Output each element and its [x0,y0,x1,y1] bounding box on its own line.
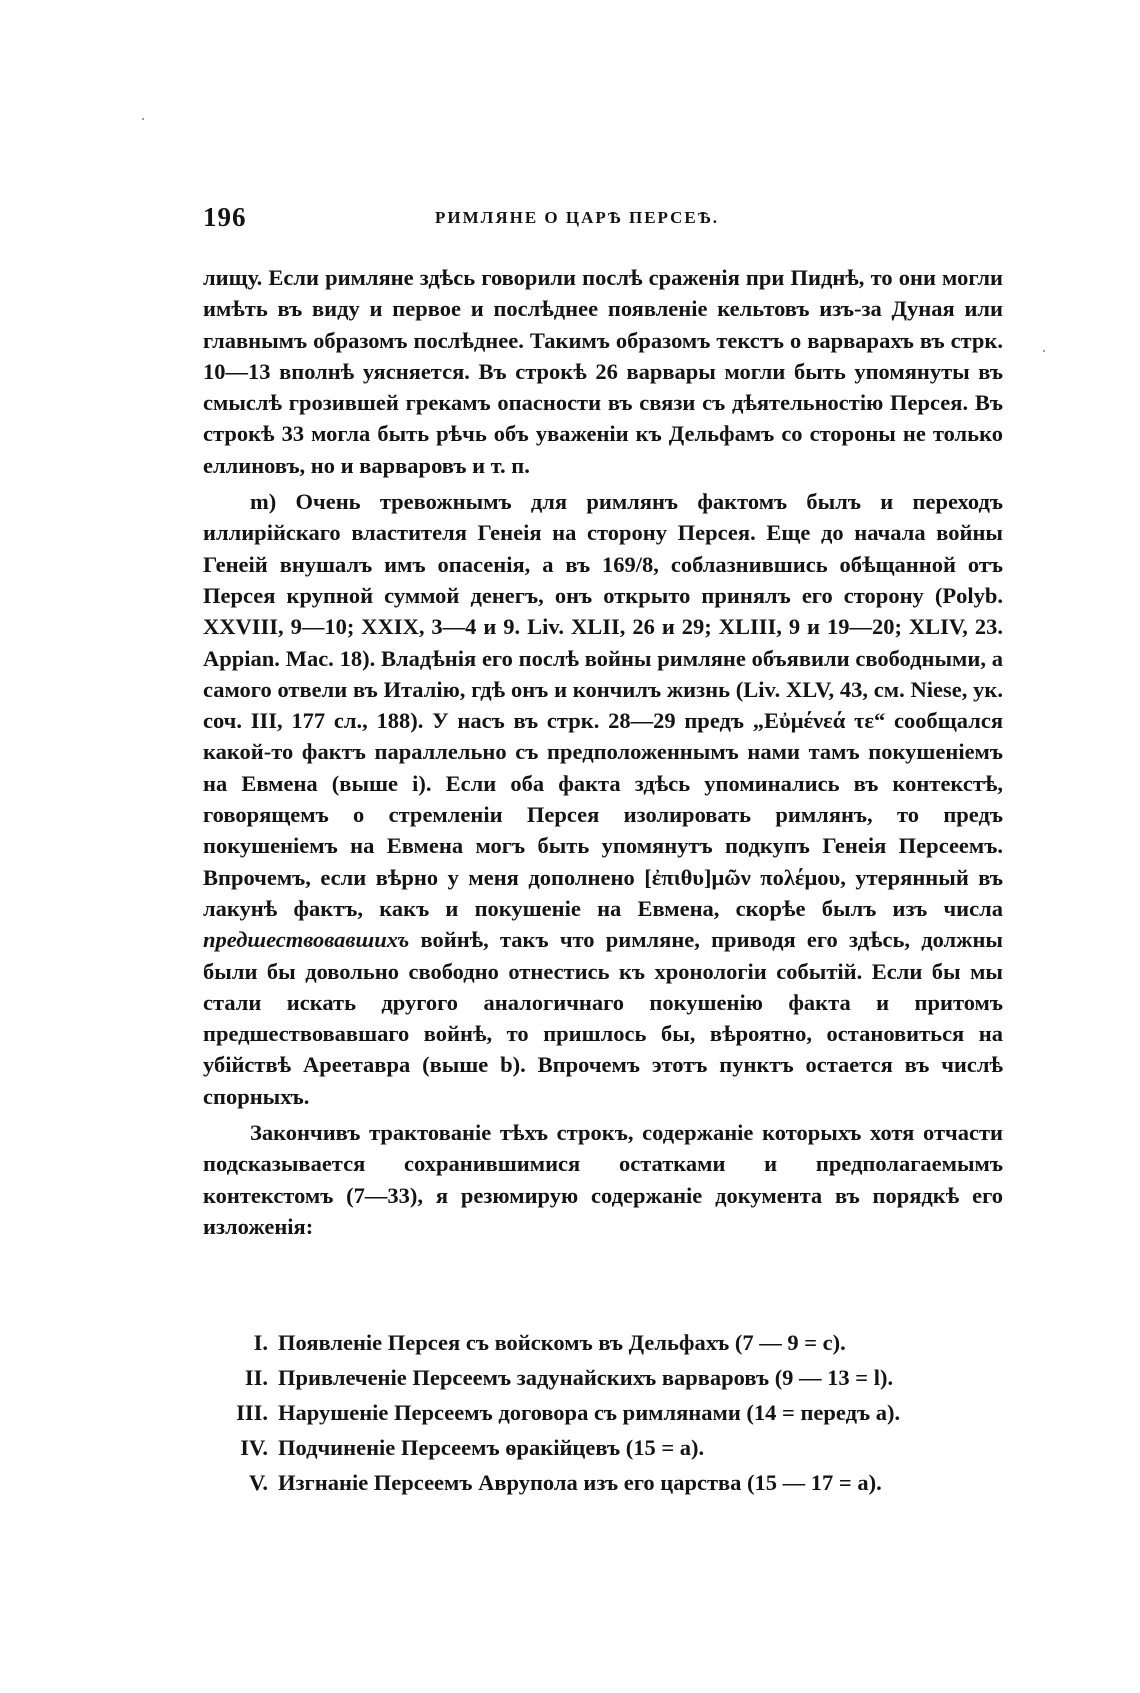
outline-numeral: I. [253,1330,268,1355]
outline-item [203,1395,1003,1430]
paragraph-continuation: лищу. Если римляне здѣсь говорили послѣ сраженія при Пиднѣ, то они могли имѣть въ виду и первое и послѣднее появленіе кельтовъ изъ-за Дуная или главнымъ образомъ послѣднее. Такимъ образомъ текстъ о варварахъ въ стрк. 10—13 вполнѣ уясняется. Въ строкѣ 26 варвары могли быть упомянуты въ смыслѣ грозившей грекамъ опасности въ связи съ дѣятельностію Персея. Въ строкѣ 33 могла быть рѣчь объ уваженіи къ Дельфамъ со стороны не только еллиновъ, но и варваровъ и т. п. [203,265,1003,478]
italic-word: предшествовавшихъ [203,927,410,953]
outline-item [203,1465,1003,1500]
outline-numeral: III. [236,1400,268,1425]
body-text [203,262,1003,1242]
paragraph-m-text-end: войнѣ, такъ что римляне, приводя его здѣсь, должны были бы довольно свободно отнестись къ хронологіи событій. Если бы мы стали искать другого аналогичнаго покушенію факта и притомъ предшествовавшаго войнѣ, то пришлось бы, вѣроятно, остановиться на убійствѣ Ареетавра (выше b). Впрочемъ этотъ пунктъ остается въ числѣ спорныхъ. [203,927,1003,1109]
outline-item [203,1325,1003,1360]
running-title: РИМЛЯНЕ О ЦАРѢ ПЕРСЕѢ. [435,208,720,227]
page-number: 196 [203,202,247,232]
outline-text: Появленіе Персея съ войскомъ въ Дельфахъ (7 — 9 = c). [278,1330,846,1355]
paragraph-m-text: m) Очень тревожнымъ для римлянъ фактомъ былъ и переходъ иллирійскаго властителя Генеія на сторону Персея. Еще до начала войны Генеій внушалъ имъ опасенія, а въ 169/8, соблазнившись обѣщанной отъ Персея крупной суммой денегъ, онъ открыто принялъ его сторону (Polyb. XXVIII, 9—10; XXIX, 3—4 и 9. Liv. XLII, 26 и 29; XLIII, 9 и 19—20; XLIV, 23. Appian. Mac. 18). Владѣнія его послѣ войны римляне объявили свободными, а самого отвели въ Италію, гдѣ онъ и кончилъ жизнь (Liv. XLV, 43, см. Niese, ук. соч. III, 177 сл., 188). У насъ въ стрк. 28—29 предъ „Εὐμένεά τε“ сообщался какой-то фактъ параллельно съ предположеннымъ нами тамъ покушеніемъ на Евмена (выше i). Если оба факта здѣсь упоминались въ контекстѣ, говорящемъ о стремленіи Персея изолировать римлянъ, то предъ покушеніемъ на Евмена могъ быть упомянутъ подкупъ Генеія Персеемъ. Впрочемъ, если вѣрно у меня дополнено [ἐπιθυ]μῶν πολέμου, утерянный въ лакунѣ фактъ, какъ и покушеніе на Евмена, скорѣе былъ изъ числа [203,489,1003,921]
paper-speck [142,118,144,120]
outline-text: Привлеченіе Персеемъ задунайскихъ варваровъ (9 — 13 = l). [278,1365,894,1390]
document-outline [203,1325,1003,1500]
outline-numeral: V. [249,1470,268,1495]
outline-numeral: IV. [240,1435,268,1460]
outline-item [203,1430,1003,1465]
outline-item [203,1360,1003,1395]
outline-text: Нарушеніе Персеемъ договора съ римлянами (14 = передъ a). [278,1400,901,1425]
outline-numeral: II. [244,1365,268,1390]
outline-text: Изгнаніе Персеемъ Аврупола изъ его царства (15 — 17 = a). [278,1470,882,1495]
paper-speck [1043,350,1045,352]
outline-text: Подчиненіе Персеемъ ѳракійцевъ (15 = a). [278,1435,705,1460]
paragraph-m [203,486,1003,1112]
paragraph-summary-intro: Закончивъ трактованіе тѣхъ строкъ, содержаніе которыхъ хотя отчасти подсказывается сохранившимися остатками и предполагаемымъ контекстомъ (7—33), я резюмирую содержаніе документа въ порядкѣ его изложенія: [203,1120,1003,1239]
running-head [203,202,1003,242]
